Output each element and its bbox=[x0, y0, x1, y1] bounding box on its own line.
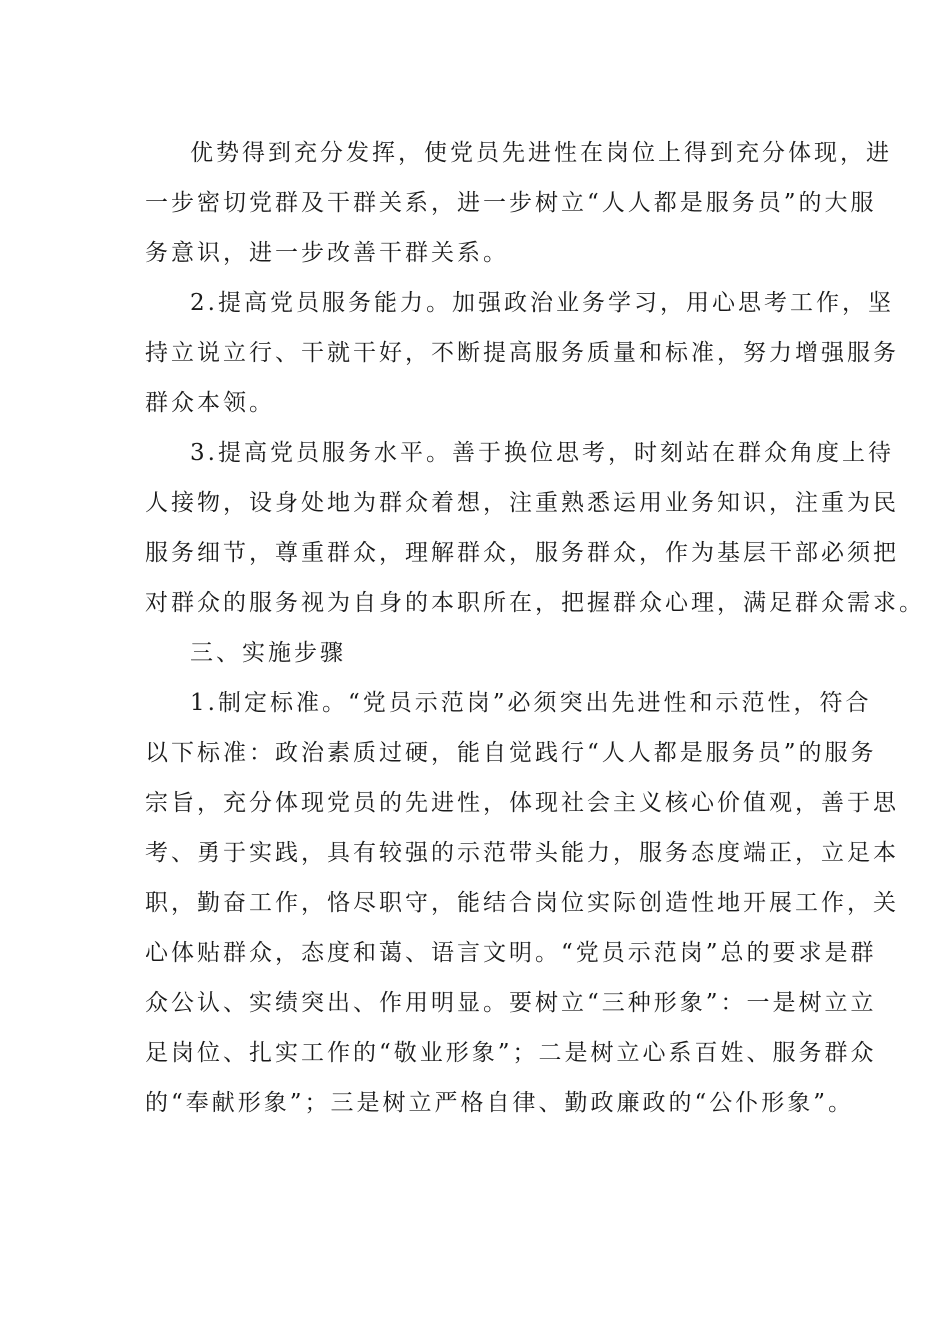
paragraph-line: 优势得到充分发挥，使党员先进性在岗位上得到充分体现，进 bbox=[190, 140, 892, 166]
paragraph-line: 足岗位、扎实工作的“敬业形象”；二是树立心系百姓、服务群众 bbox=[145, 1040, 877, 1066]
paragraph-line: 对群众的服务视为自身的本职所在，把握群众心理，满足群众需求。 bbox=[145, 590, 925, 616]
paragraph-line: 人接物，设身处地为群众着想，注重熟悉运用业务知识，注重为民 bbox=[145, 490, 899, 516]
paragraph-line: 务意识，进一步改善干群关系。 bbox=[145, 240, 509, 266]
paragraph-line: 群众本领。 bbox=[145, 390, 275, 416]
paragraph-line: 以下标准：政治素质过硬，能自觉践行“人人都是服务员”的服务 bbox=[145, 740, 877, 766]
paragraph-line: 3.提高党员服务水平。善于换位思考，时刻站在群众角度上待 bbox=[190, 440, 894, 466]
paragraph-line: 众公认、实绩突出、作用明显。要树立“三种形象”：一是树立立 bbox=[145, 990, 877, 1016]
paragraph-line: 心体贴群众，态度和蔼、语言文明。“党员示范岗”总的要求是群 bbox=[145, 940, 877, 966]
paragraph-line: 1.制定标准。“党员示范岗”必须突出先进性和示范性，符合 bbox=[190, 690, 872, 716]
paragraph-line: 宗旨，充分体现党员的先进性，体现社会主义核心价值观，善于思 bbox=[145, 790, 899, 816]
paragraph-line: 考、勇于实践，具有较强的示范带头能力，服务态度端正，立足本 bbox=[145, 840, 899, 866]
paragraph-line: 持立说立行、干就干好，不断提高服务质量和标准，努力增强服务 bbox=[145, 340, 899, 366]
paragraph-line: 的“奉献形象”；三是树立严格自律、勤政廉政的“公仆形象”。 bbox=[145, 1090, 855, 1116]
paragraph-line: 服务细节，尊重群众，理解群众，服务群众，作为基层干部必须把 bbox=[145, 540, 899, 566]
paragraph-line: 2.提高党员服务能力。加强政治业务学习，用心思考工作，坚 bbox=[190, 290, 894, 316]
section-heading: 三、实施步骤 bbox=[190, 640, 346, 666]
paragraph-line: 一步密切党群及干群关系，进一步树立“人人都是服务员”的大服 bbox=[145, 190, 877, 216]
paragraph-line: 职，勤奋工作，恪尽职守，能结合岗位实际创造性地开展工作，关 bbox=[145, 890, 899, 916]
